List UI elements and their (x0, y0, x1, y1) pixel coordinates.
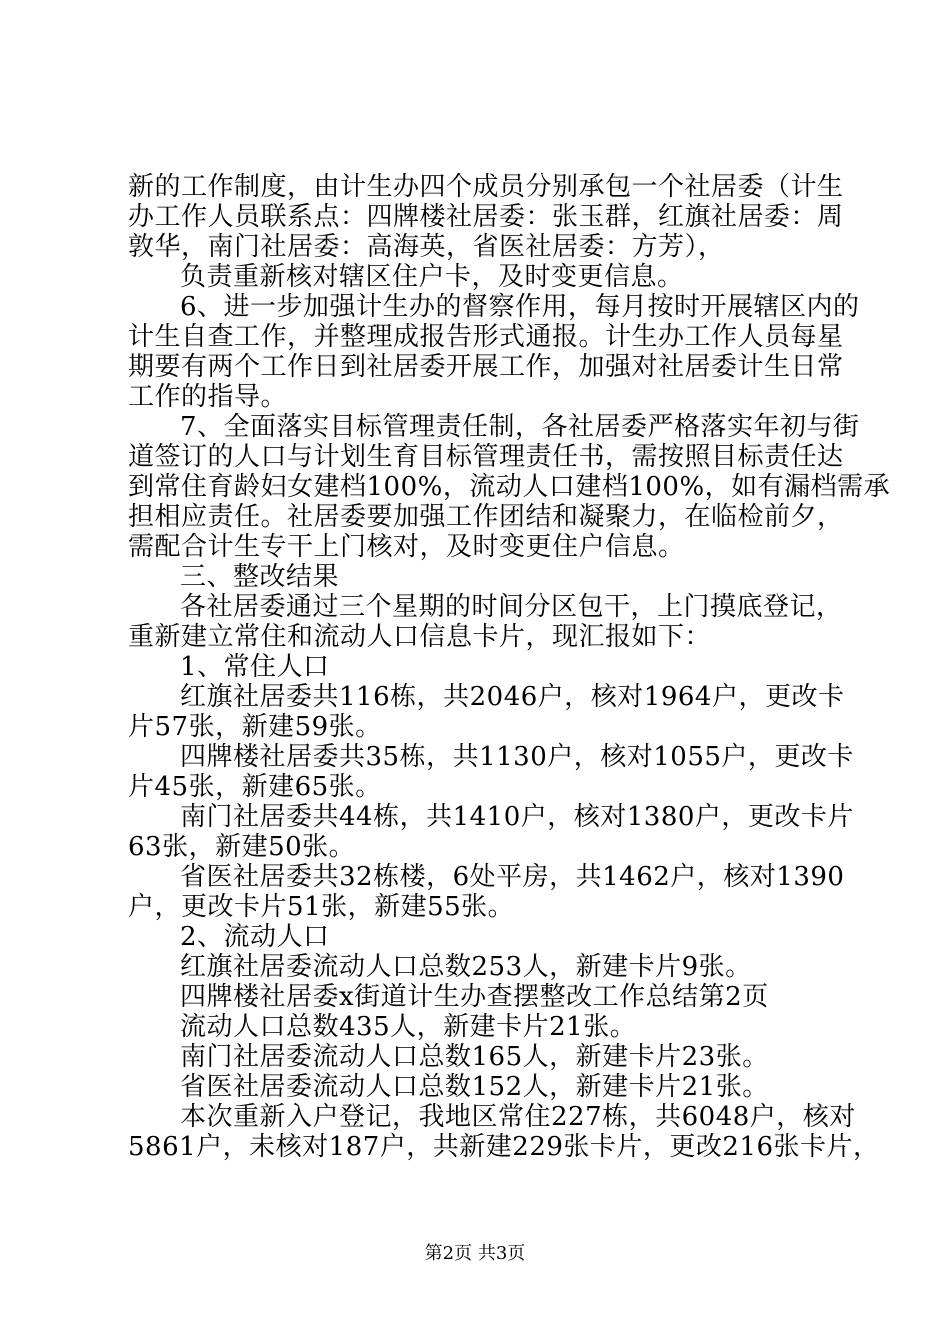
text-line: 片57张，新建59张。 (128, 712, 382, 742)
text-line: 期要有两个工作日到社居委开展工作，加强对社居委计生日常 (128, 352, 844, 382)
text-line: 道签订的人口与计划生育目标管理责任书，需按照目标责任达 (128, 442, 844, 472)
text-line: 到常住育龄妇女建档100%，流动人口建档100%，如有漏档需承 (128, 472, 891, 502)
text-line: 1、常住人口 (180, 652, 330, 682)
text-line: 需配合计生专干上门核对，及时变更住户信息。 (128, 532, 685, 562)
text-line: 计生自查工作，并整理成报告形式通报。计生办工作人员每星 (128, 322, 844, 352)
text-line: 省医社居委共32栋楼，6处平房，共1462户，核对1390 (180, 862, 845, 892)
text-line: 新的工作制度，由计生办四个成员分别承包一个社居委（计生 (128, 172, 844, 202)
text-line: 三、整改结果 (180, 562, 340, 592)
text-line: 工作的指导。 (128, 382, 288, 412)
text-line: 流动人口总数435人，新建卡片21张。 (180, 1012, 637, 1042)
text-line: 5861户，未核对187户，共新建229张卡片，更改216张卡片， (128, 1132, 880, 1162)
text-line: 重新建立常住和流动人口信息卡片，现汇报如下： (128, 622, 712, 652)
text-line: 各社居委通过三个星期的时间分区包干，上门摸底登记， (180, 592, 843, 622)
text-line: 2、流动人口 (180, 922, 330, 952)
text-line: 四牌楼社居委x街道计生办查摆整改工作总结第2页 (180, 982, 769, 1012)
text-line: 7、全面落实目标管理责任制，各社居委严格落实年初与街 (180, 412, 860, 442)
text-line: 南门社居委流动人口总数165人，新建卡片23张。 (180, 1042, 769, 1072)
text-line: 省医社居委流动人口总数152人，新建卡片21张。 (180, 1072, 769, 1102)
text-line: 户，更改卡片51张，新建55张。 (128, 892, 515, 922)
text-line: 63张，新建50张。 (128, 832, 356, 862)
text-line: 担相应责任。社居委要加强工作团结和凝聚力，在临检前夕， (128, 502, 844, 532)
text-line: 负责重新核对辖区住户卡，及时变更信息。 (180, 262, 684, 292)
page-footer: 第2页 共3页 (424, 1243, 526, 1264)
text-line: 本次重新入户登记，我地区常住227栋，共6048户，核对 (180, 1102, 856, 1132)
text-line: 办工作人员联系点：四牌楼社居委：张玉群，红旗社居委：周 (128, 202, 844, 232)
text-line: 南门社居委共44栋，共1410户，核对1380户，更改卡片 (180, 802, 854, 832)
text-line: 片45张，新建65张。 (128, 772, 382, 802)
text-line: 6、进一步加强计生办的督察作用，每月按时开展辖区内的 (180, 292, 860, 322)
text-line: 四牌楼社居委共35栋，共1130户，核对1055户，更改卡 (180, 742, 854, 772)
text-line: 敦华，南门社居委：高海英，省医社居委：方芳）， (128, 232, 725, 262)
text-line: 红旗社居委流动人口总数253人，新建卡片9张。 (180, 952, 752, 982)
text-line: 红旗社居委共116栋，共2046户，核对1964户，更改卡 (180, 682, 845, 712)
document-body (128, 172, 891, 1162)
